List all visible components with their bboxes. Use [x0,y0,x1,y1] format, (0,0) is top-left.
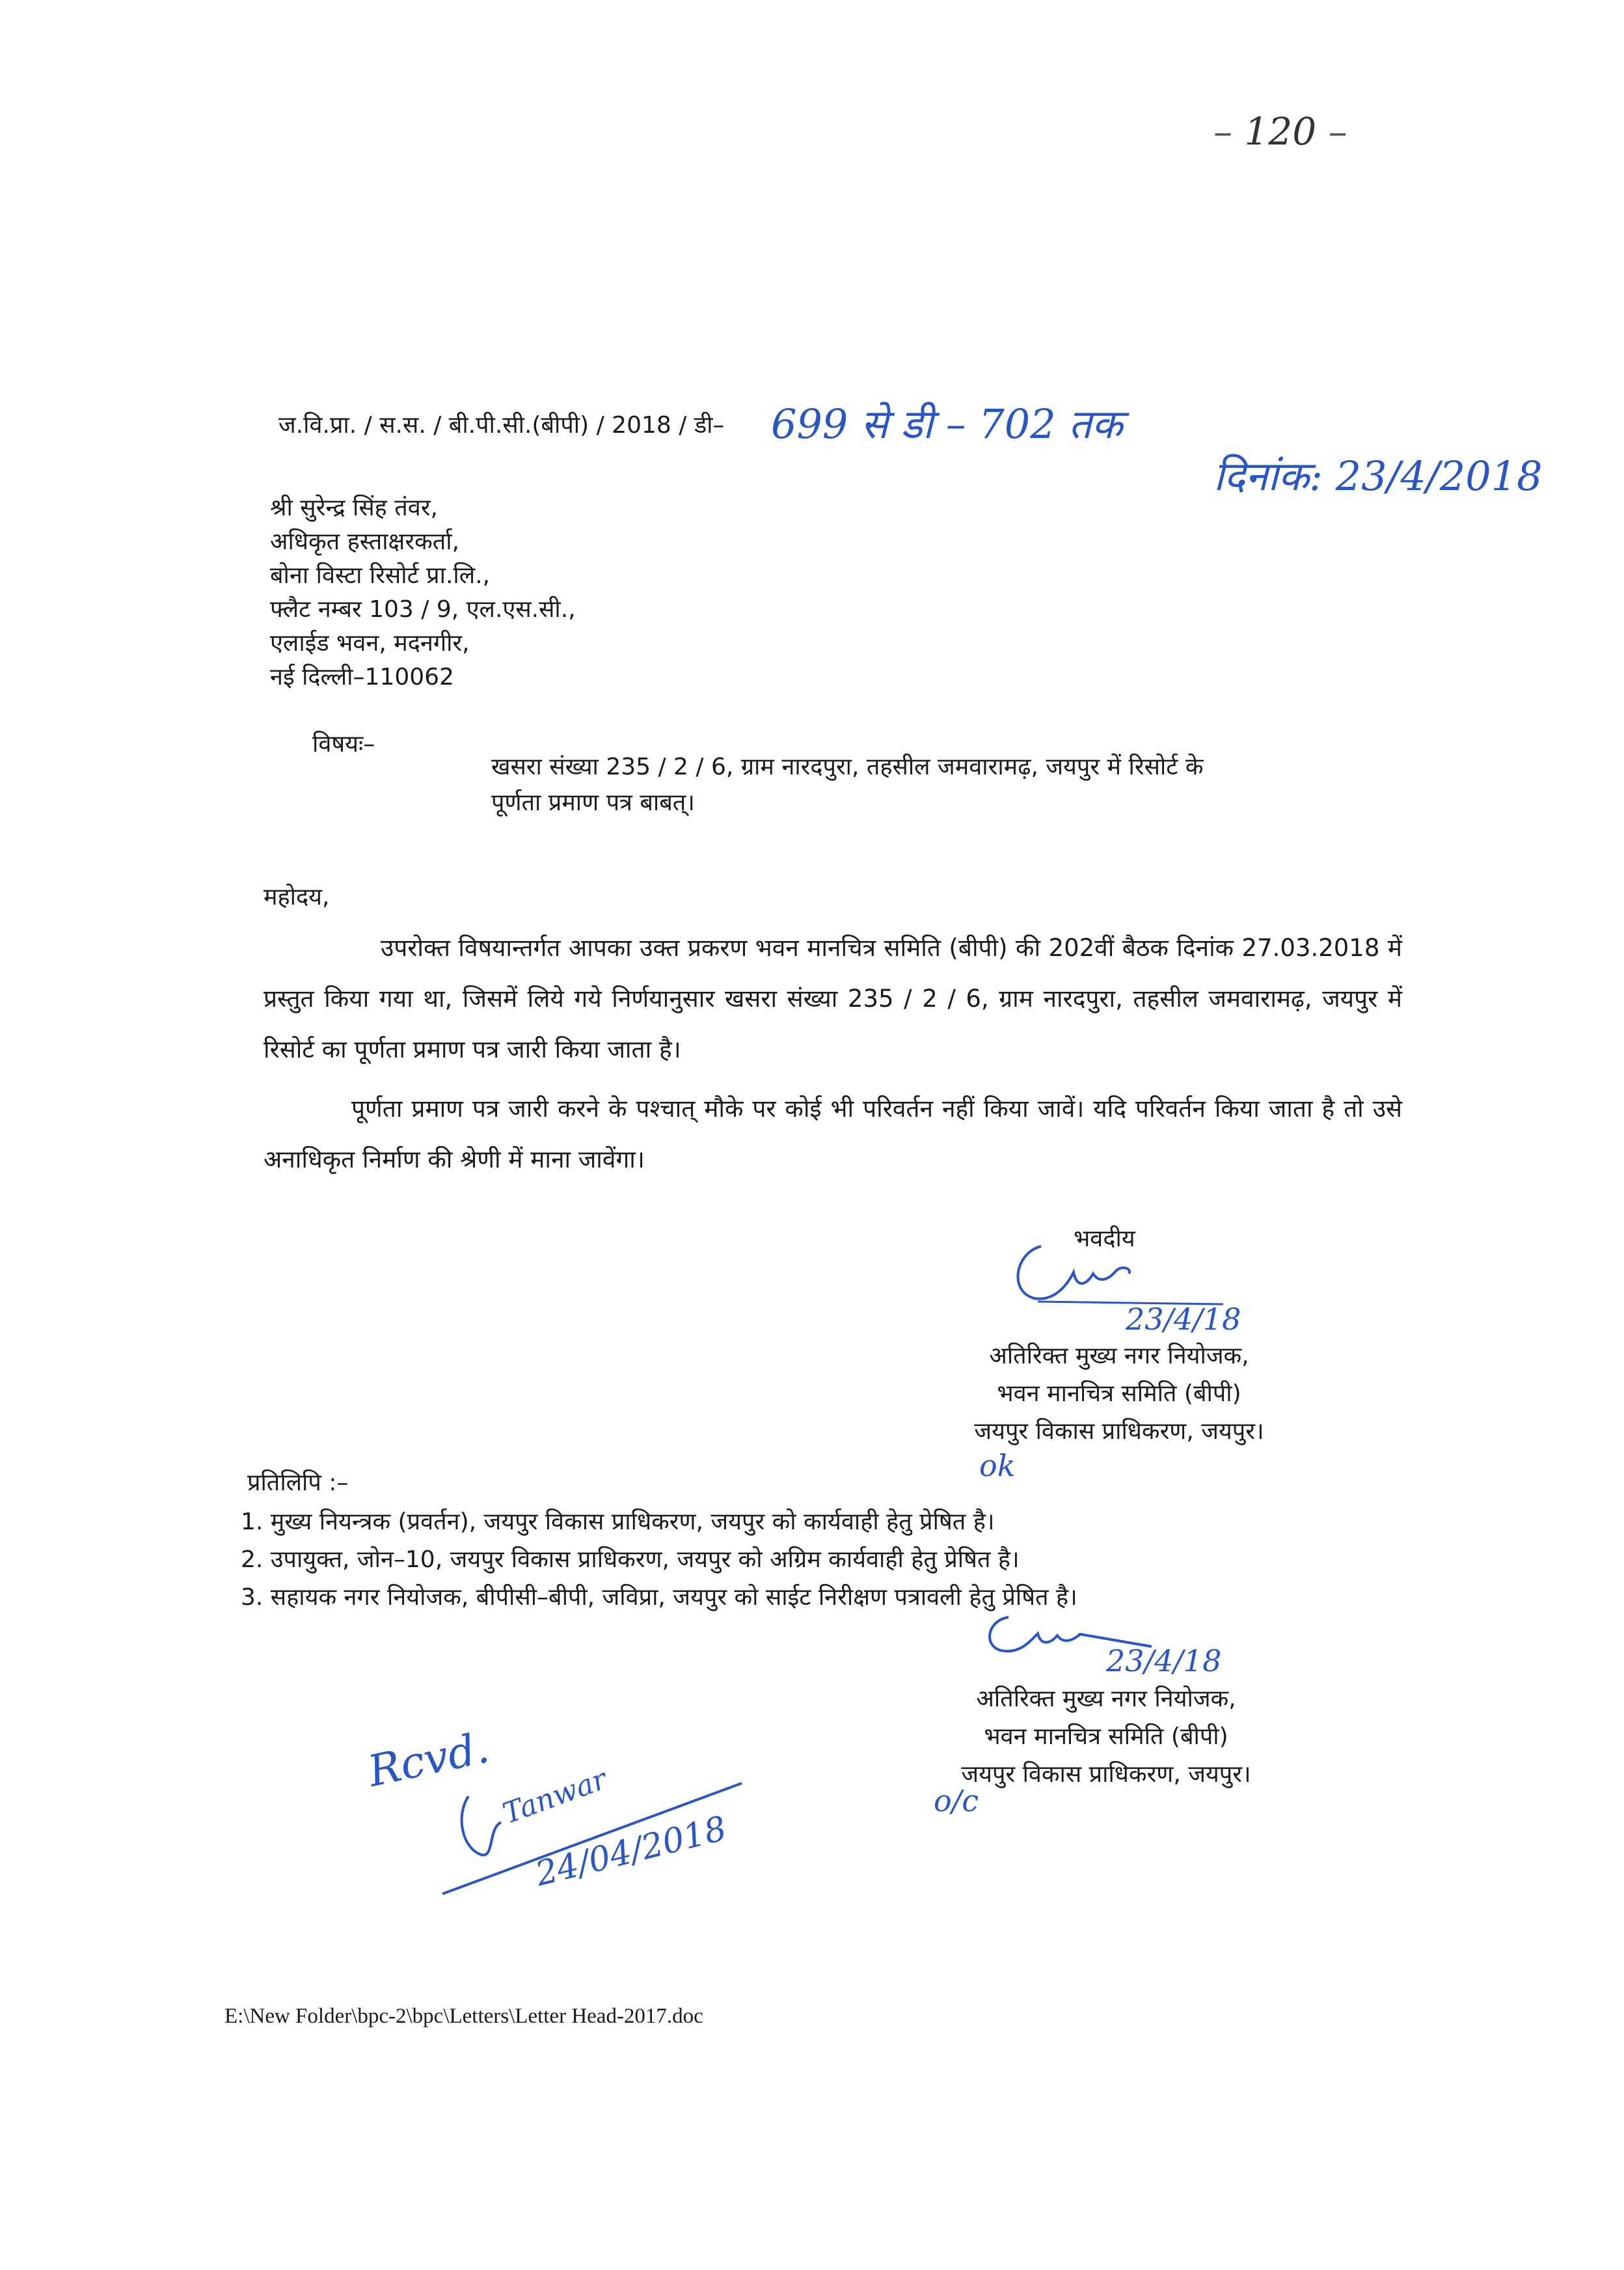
receipt-label: Rcvd. [364,1722,494,1797]
addressee-line: फ्लैट नम्बर 103 / 9, एल.एस.सी., [270,596,576,623]
receipt-date: 24/04/2018 [532,1809,731,1894]
closing-text: भवदीय [1074,1225,1135,1252]
reference-number: ज.वि.प्रा. / स.स. / बी.पी.सी.(बीपी) / 2018 / डी– [278,412,725,439]
subject-label: विषयः– [312,731,375,758]
file-path: E:\New Folder\bpc-2\bpc\Letters\Letter Head-2017.doc [224,2004,703,2028]
copy-to-item: 1. मुख्य नियन्त्रक (प्रवर्तन), जयपुर विकास प्राधिकरण, जयपुर को कार्यवाही हेतु प्रेषित है। [241,1509,995,1535]
signature-date-2: 23/4/18 [1106,1643,1222,1678]
copy-to-label: प्रतिलिपि :– [247,1470,349,1496]
signatory-organization-2: जयपुर विकास प्राधिकरण, जयपुर। [961,1761,1251,1788]
subject-line-2: पूर्णता प्रमाण पत्र बाबत्। [491,789,695,816]
page-number: 120 [1244,109,1317,154]
addressee-block [270,491,576,694]
copy-to-item: 3. सहायक नगर नियोजक, बीपीसी–बीपी, जविप्रा, जयपुर को साईट निरीक्षण पत्रावली हेतु प्रेषित है। [241,1584,1077,1611]
handwritten-letter-date: दिनांक: 23/4/2018 [1213,452,1543,500]
addressee-line: अधिकृत हस्ताक्षरकर्ता, [270,528,460,555]
addressee-line: नई दिल्ली–110062 [270,664,454,691]
signature-block-2 [917,1680,1295,1794]
handwritten-reference-range: 699 से डी – 702 तक [771,400,1123,448]
copy-to-list [241,1503,1077,1617]
subject-line-1: खसरा संख्या 235 / 2 / 6, ग्राम नारदपुरा, तहसील जमवारामढ़, जयपुर में रिसोर्ट के [491,754,1204,780]
signatory-designation: अतिरिक्त मुख्य नगर नियोजक, [989,1343,1249,1369]
copy-to-item: 2. उपायुक्त, जोन–10, जयपुर विकास प्राधिकरण, जयपुर को अग्रिम कार्यवाही हेतु प्रेषित है। [241,1546,1020,1573]
addressee-line: श्री सुरेन्द्र सिंह तंवर, [270,495,438,521]
signature-underline-1 [1035,1295,1230,1308]
addressee-line: बोना विस्टा रिसोर्ट प्रा.लि., [270,562,491,589]
signatory-organization: जयपुर विकास प्राधिकरण, जयपुर। [974,1418,1264,1445]
ok-mark: ok [979,1448,1016,1483]
page-number-mark: – 120 – [1213,109,1347,154]
body-paragraph-2-text: पूर्णता प्रमाण पत्र जारी करने के पश्चात् मौके पर कोई भी परिवर्तन नहीं किया जावें। यदि परिवर्तन किया जाता है तो उसे अनाधिकृत निर्माण की श्रेणी में माना जावेंगा। [264,1095,1402,1173]
receipt-name: Tanwar [498,1762,612,1831]
signatory-department-2: भवन मानचित्र समिति (बीपी) [984,1723,1228,1750]
signature-date-1: 23/4/18 [1126,1302,1241,1337]
body-paragraph-1-text: उपरोक्त विषयान्तर्गत आपका उक्त प्रकरण भवन मानचित्र समिति (बीपी) की 202वीं बैठक दिनांक 27.03.2018 में प्रस्तुत किया गया था, जिसमें लिये गये निर्णयानुसार खसरा संख्या 235 / 2 / 6, ग्राम नारदपुरा, तहसील जमवारामढ़, जयपुर में रिसोर्ट का पूर्णता प्रमाण पत्र जारी किया जाता है। [264,934,1402,1063]
signature-block-1 [930,1337,1308,1451]
signatory-department: भवन मानचित्र समिति (बीपी) [997,1380,1241,1407]
oc-mark: o/c [934,1783,979,1818]
salutation: महोदय, [264,884,330,910]
addressee-line: एलाईड भवन, मदनगीर, [270,630,470,657]
body-paragraph-2 [264,1084,1402,1185]
body-paragraph-1 [264,923,1402,1075]
signatory-designation-2: अतिरिक्त मुख्य नगर नियोजक, [976,1686,1236,1712]
